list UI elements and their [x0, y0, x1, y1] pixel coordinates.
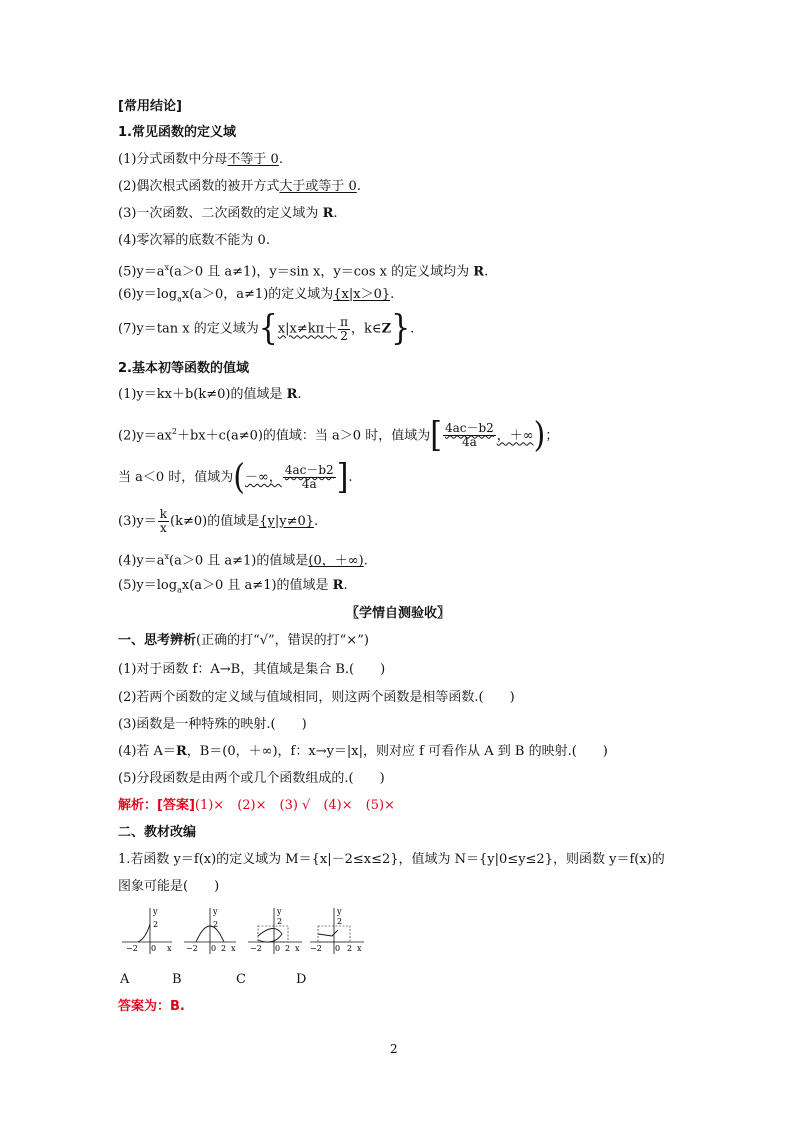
- judge-q1: (1)对于函数 f：A→B，其值域是集合 B.( ): [118, 662, 386, 677]
- textbook-q1-line1: 1.若函数 y＝f(x)的定义域为 M＝{x|－2≤x≤2}，值域为 N＝{y|0≤y≤2}，则函数 y＝f(x)的: [118, 852, 665, 867]
- graph-d: [310, 907, 364, 954]
- self-test-section-title: 〖学情自测验收〗: [345, 606, 451, 621]
- section2-title: 2.基本初等函数的值域: [118, 361, 249, 376]
- graph-b-y: y: [213, 907, 218, 916]
- graph-c-0: 0: [275, 944, 281, 953]
- graph-a-x: x: [167, 944, 172, 953]
- option-graphs: [120, 906, 370, 956]
- graph-c-y: y: [277, 907, 282, 916]
- graph-d-neg2: −2: [310, 944, 322, 953]
- textbook-q1-line2: 图象可能是( ): [118, 879, 220, 894]
- graph-b-x: x: [231, 944, 236, 953]
- page-number: 2: [390, 1042, 398, 1056]
- range-item-2b: 当 a＜0 时，值域为(－∞， $\frac{4ac-b2}{4a}$ ].: [118, 456, 353, 498]
- graph-d-0: 0: [335, 944, 341, 953]
- graph-c: [248, 907, 302, 954]
- range-item-1: (1)y＝kx＋b(k≠0)的值域是 R.: [118, 387, 302, 402]
- graph-c-x: x: [295, 944, 300, 953]
- graph-c-2x: 2: [285, 944, 291, 953]
- graph-d-2: 2: [337, 917, 343, 926]
- domain-item-4: (4)零次幂的底数不能为 0.: [118, 233, 270, 248]
- range-item-3: (3)y＝ $\frac{k}{x}$ (k≠0)的值域是{y|y≠0}.: [118, 507, 319, 535]
- judge-q3: (3)函数是一种特殊的映射.( ): [118, 717, 307, 732]
- range-item-2: $(2)y=ax^2+bx+c(a\ne 0)$的值域：当 a＞0 时，值域为[ $\frac{4ac-b2}{4a}$ ，＋∞)；: [118, 415, 559, 456]
- option-c: C: [236, 972, 246, 987]
- domain-item-3: (3)一次函数、二次函数的定义域为 R.: [118, 206, 338, 221]
- domain-item-5: $(5)y=a^x(a>0$ 且 a≠1)，y＝sin x，y＝cos x 的定义域均为 R.: [118, 263, 489, 280]
- judge-q5: (5)分段函数是由两个或几个函数组成的.( ): [118, 771, 385, 786]
- domain-item-6: $(6)y=\log_ax(a>0$，a≠1)的定义域为{x|x＞0}.: [118, 287, 395, 304]
- graph-d-x: x: [357, 944, 362, 953]
- graph-b-neg2: −2: [186, 944, 198, 953]
- graph-a-y: y: [153, 907, 158, 916]
- option-b: B: [172, 972, 182, 987]
- graph-a-neg2: −2: [126, 944, 138, 953]
- graph-b-2: 2: [213, 920, 219, 929]
- graph-a-0: 0: [151, 944, 157, 953]
- range-item-4: $(4)y=a^x(a>0$ 且 a≠1)的值域是(0，＋∞).: [118, 552, 368, 569]
- graph-a-2: 2: [153, 920, 159, 929]
- part2-title: 二、教材改编: [118, 825, 197, 840]
- domain-item-1: (1)分式函数中分母不等于 0.: [118, 152, 283, 167]
- textbook-answer: 答案为：B.: [118, 999, 185, 1014]
- domain-item-2: (2)偶次根式函数的被开方式大于或等于 0.: [118, 179, 361, 194]
- option-a: A: [120, 972, 130, 987]
- graph-c-neg2: −2: [250, 944, 262, 953]
- judge-answer: 解析：[答案](1)× (2)× (3) √ (4)× (5)×: [118, 798, 395, 813]
- graph-b: [184, 907, 236, 954]
- range-item-5: $(5)y=\log_ax(a>0$ 且 a≠1)的值域是 R.: [118, 578, 348, 595]
- part1-title: 一、思考辨析(正确的打“√”，错误的打“×”): [118, 633, 369, 648]
- graph-a: [122, 907, 172, 954]
- option-d: D: [296, 972, 307, 987]
- graph-b-2x: 2: [221, 944, 227, 953]
- common-header: [常用结论]: [118, 99, 182, 114]
- judge-q2: (2)若两个函数的定义域与值域相同，则这两个函数是相等函数.( ): [118, 690, 515, 705]
- graph-d-2x: 2: [347, 944, 353, 953]
- judge-q4: (4)若 A＝R，B＝(0，＋∞)，f：x→y＝|x|，则对应 f 可看作从 A 到 B 的映射.( ): [118, 744, 608, 759]
- graph-c-2: 2: [277, 917, 283, 926]
- graph-d-y: y: [337, 907, 342, 916]
- domain-item-7: (7)y＝tan x 的定义域为{x|x≠kπ＋ $\frac{\pi}{2}$ ，k∈Z}.: [118, 308, 415, 349]
- section1-title: 1.常见函数的定义域: [118, 125, 236, 140]
- graph-b-0: 0: [211, 944, 217, 953]
